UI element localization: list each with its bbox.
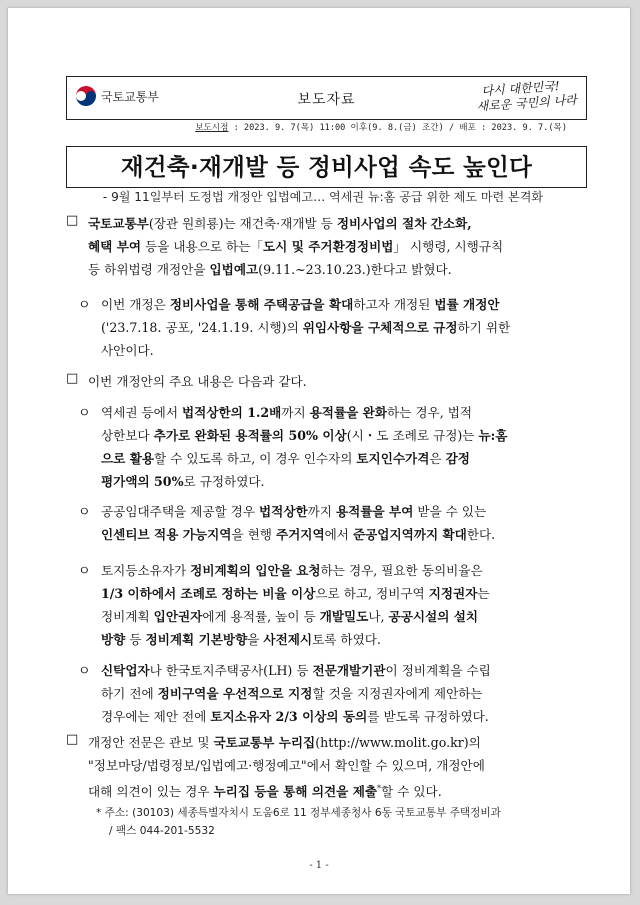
press-header <box>66 76 587 120</box>
title-box <box>66 146 587 188</box>
paragraph-2d: 신탁업자나 한국토지주택공사(LH) 등 전문개발기관이 정비계획을 수립 하기 전에 정비구역을 우선적으로 지정할 것을 지정권자에게 제안하는 경우에는 제안 전에 토지소유자 2/3 이상의 동의를 받도록 규정하였다. <box>101 663 491 724</box>
circle-bullet: ㅇ <box>78 298 91 313</box>
embargo-label: 보도시점 <box>195 123 229 133</box>
circle-bullet: ㅇ <box>78 406 91 421</box>
embargo-value: : 2023. 9. 7(목) 11:00 이후(9. 8.(금) 조간) / 배포 : 2023. 9. 7.(목) <box>228 123 567 133</box>
slogan-line-2: 새로운 국민의 나라 <box>475 92 577 114</box>
ministry-name: 국토교통부 <box>101 89 159 104</box>
paragraph-2a: 역세권 등에서 법적상한의 1.2배까지 용적률을 완화하는 경우, 법적 상한보다 추가로 완화된 용적률의 50% 이상(시・도 조례로 규정)는 뉴:홈 으로 활용할 수 있도록 하고, 이 경우 인수자의 토지인수가격은 감정 평가액의 50%로 규정하였다. <box>101 405 508 489</box>
circle-bullet: ㅇ <box>78 505 91 520</box>
paragraph-1: 국토교통부(장관 원희룡)는 재건축·재개발 등 정비사업의 절차 간소화, 혜택 부여 등을 내용으로 하는「도시 및 주거환경정비법」 시행령, 시행규칙 등 하위법령 개정안을 입법예고(9.11.~23.10.23.)한다고 밝혔다. <box>88 216 504 277</box>
square-bullet: □ <box>66 732 79 747</box>
doc-type-label: 보도자료 <box>297 92 356 108</box>
footnote-line-1: * 주소: (30103) 세종특별자치시 도움6로 11 정부세종청사 6동 국토교통부 주택정비과 <box>96 807 501 819</box>
page-title: 재건축·재개발 등 정비사업 속도 높인다 <box>120 153 533 181</box>
circle-bullet: ㅇ <box>78 664 91 679</box>
paragraph-2c: 토지등소유자가 정비계획의 입안을 요청하는 경우, 필요한 동의비율은 1/3 이하에서 조례로 정하는 비율 이상으로 하고, 정비구역 지정권자는 정비계획 입안권자에게 용적률, 높이 등 개발밀도나, 공공시설의 설치 방향 등 정비계획 기본방향을 사전제시토록 하였다. <box>101 563 490 647</box>
footnote <box>96 804 501 840</box>
square-bullet: □ <box>66 213 79 228</box>
release-info <box>195 121 567 133</box>
footnote-line-2: / 팩스 044-201-5532 <box>109 825 215 837</box>
paragraph-3: 개정안 전문은 관보 및 국토교통부 누리집(http://www.molit.go.kr)의 "정보마당/법령정보/입법예고·행정예고"에서 확인할 수 있으며, 개정안에 대해 의견이 있는 경우 누리집 등을 통해 의견을 제출*할 수 있다. <box>88 735 485 800</box>
subtitle: - 9월 11일부터 도정법 개정안 입법예고… 역세권 뉴:홈 공급 위한 제도 마련 본격화 <box>102 190 544 204</box>
slogan-line-1: 다시 대한민국! <box>480 78 560 99</box>
paragraph-2b: 공공임대주택을 제공할 경우 법적상한까지 용적률을 부여 받을 수 있는 인센티브 적용 가능지역을 현행 주거지역에서 준공업지역까지 확대한다. <box>101 504 496 542</box>
square-bullet: □ <box>66 371 79 386</box>
page-number: - 1 - <box>309 860 329 871</box>
circle-bullet: ㅇ <box>78 564 91 579</box>
paragraph-1-sub: 이번 개정은 정비사업을 통해 주택공급을 확대하고자 개정된 법률 개정안 ('23.7.18. 공포, '24.1.19. 시행)의 위임사항을 구체적으로 규정하기 위한 사안이다. <box>101 297 511 358</box>
paragraph-2: 이번 개정안의 주요 내용은 다음과 같다. <box>88 374 307 389</box>
document-page <box>8 8 630 894</box>
